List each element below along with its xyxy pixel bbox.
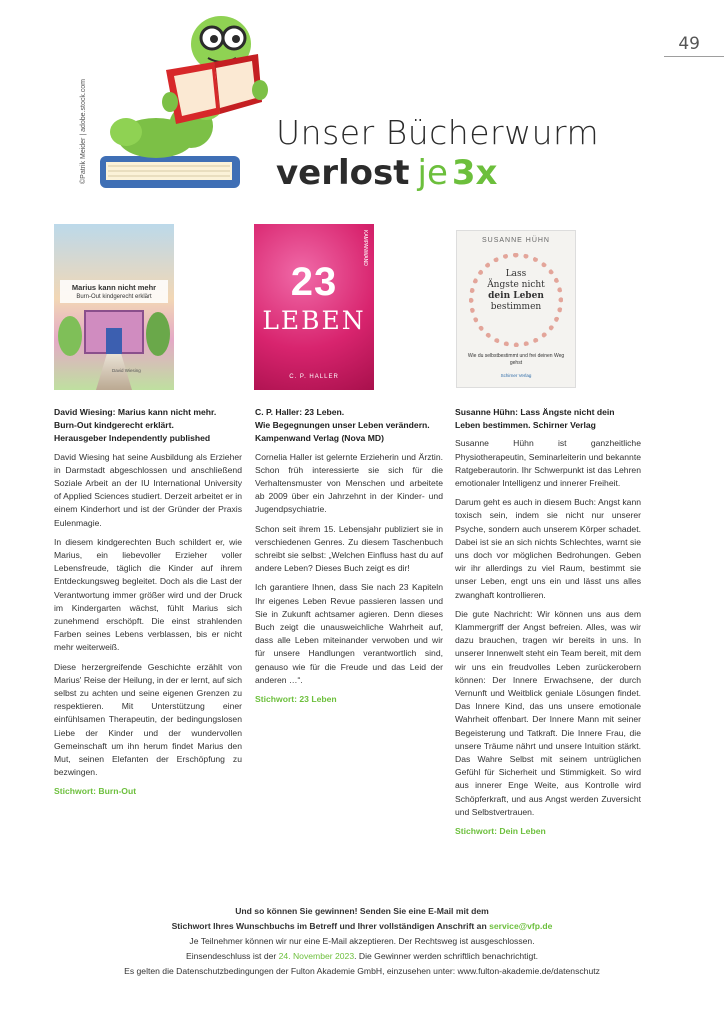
cover-tree-left <box>58 316 82 356</box>
book-heading-line: Kampenwand Verlag (Nova MD) <box>255 433 384 444</box>
cover-author: David Wiesing <box>112 368 141 373</box>
cover-title-bold: dein Leben <box>488 291 544 301</box>
book-column-3 <box>455 406 641 838</box>
book-heading-line: David Wiesing: Marius kann nicht mehr. <box>54 407 217 417</box>
bookworm-mascot-illustration <box>96 6 276 196</box>
footer-deadline-suffix: . Die Gewinner werden schriftlich benachrichtigt. <box>354 951 539 961</box>
book-heading-line: Herausgeber Independently published <box>54 433 211 444</box>
book-keyword: Stichwort: 23 Leben <box>255 694 337 705</box>
book-heading <box>455 406 641 432</box>
headline-verlost: verlost <box>276 153 410 193</box>
headline-line-1: Unser Bücherwurm <box>276 113 600 152</box>
cover-title-line-2: Ängste nicht <box>487 280 545 290</box>
book-keyword: Stichwort: Dein Leben <box>455 826 546 837</box>
cover-title-line-3 <box>473 291 559 302</box>
book-paragraph: Susanne Hühn ist ganzheitliche Physiotherapeutin, Seminarleiterin und bekannte Ratgeberautorin. Ihr Schwerpunkt ist das Lehren emotionaler Intelligenz und innerer Freiheit. <box>455 438 641 489</box>
cover-subtitle: Burn-Out kindgerecht erklärt <box>76 294 152 300</box>
book-paragraph: Die gute Nachricht: Wir können uns aus dem Klammergriff der Angst befreien. Alles, was wir dazu brauchen, tragen wir bereits in uns. In unserer Innenwelt steht ein Team bereit, mit dem wir uns ein freudvolles Leben zurückerobern können: Der Innere Erwachsene, der durch Vernunft und Weitblick geniale Lösungen findet. Das Innere Kind, das uns unsere emotionale Wahrheit offenbart. Der Innere Mann mit seiner Begeisterung und Tatkraft. Die Innere Frau, die unsere Träume nährt und unsere Intuition stärkt. Das Wahre Selbst mit seinem untrüglichen Gefühl für Sicherheit und Stimmigkeit. So wird aus innerer Enge Weite, aus Kontrolle wird Schöpferkraft, und aus Angst werden Zuversicht und Selbstvertrauen. <box>455 608 641 817</box>
book-keyword: Stichwort: Burn-Out <box>54 786 137 797</box>
page-number: 49 <box>678 34 700 54</box>
cover-title: LEBEN <box>262 306 366 335</box>
book-paragraph: Cornelia Haller ist gelernte Erzieherin und Ärztin. Schon früh interessierte sie sich für die Verhaltensmuster von Menschen und arbeitete ab 2009 über ein Jahrzehnt in der Kinder- und Jugendpsychiatrie. <box>255 451 443 515</box>
cover-title-box <box>60 280 168 303</box>
book-column-1 <box>54 406 242 799</box>
book-paragraph: David Wiesing hat seine Ausbildung als Erzieher in Darmstadt abgeschlossen und anschließend Soziale Arbeit an der IU International University of Applied Sciences studiert. Derzeit arbeitet er in einem Kinderhort und ist der Gründer der Praxis Eulenmagie. <box>54 451 242 528</box>
headline-count: 3x <box>451 153 498 193</box>
cover-title: Marius kann nicht mehr <box>71 283 157 292</box>
footer-deadline-date: 24. November 2023 <box>278 951 355 961</box>
book-paragraph: Schon seit ihrem 15. Lebensjahr publiziert sie in verschiedenen Genres. Zu diesem Taschenbuch schreibt sie selbst: „Welchen Einfluss hast du auf andere Leben? Dieses Buch zeigt es dir! <box>255 523 443 574</box>
footer-line-5: Es gelten die Datenschutzbedingungen der Fulton Akademie GmbH, einzusehen unter: www.fulton-akademie.de/datenschutz <box>124 966 600 976</box>
book-cover-23-leben <box>254 224 374 390</box>
book-paragraph: Darum geht es auch in diesem Buch: Angst kann toxisch sein, indem sie nicht nur unserer Psyche, sondern auch unserem Körper schadet. Dabei ist sie an sich nichts Schlechtes, warnt sie uns doch vor möglichen Bedrohungen. Geben wir ihr allerdings zu viel Raum, bestimmt sie unser Leben, engt uns ein und lässt uns alles zwanghaft kontrollieren. <box>455 497 641 600</box>
book-cover-marius <box>54 224 174 390</box>
footer-line-4 <box>0 949 724 964</box>
cover-author: SUSANNE HÜHN <box>481 237 550 244</box>
cover-publisher: Schirner Verlag <box>500 373 532 378</box>
cover-publisher: KAMPANWAND <box>362 230 368 266</box>
book-paragraph: In diesem kindgerechten Buch schildert er, wie Marius, ein liebevoller Erzieher voller Lebensfreude, täglich die Kinder auf ihrem Entdeckungsweg begleitet. Doch als die Last der Verantwortung immer größer wird und der Druck im Kindergarten wächst, fühlt Marius sich zunehmend erschöpft. Die einst strahlenden Farben seines Lebens verblassen, bis er nicht mehr weiterweiß. <box>54 536 242 653</box>
book-paragraph: Ich garantiere Ihnen, dass Sie nach 23 Kapiteln Ihr eigenes Leben Revue passieren lassen und Sie in Zukunft achtsamer agieren. Denn dieses Buch zeigt die unausweichliche Wahrheit auf, dass alle Leben miteinander verwoben und wir für unsere Handlungen verantwortlich sind, genauso wie für die Freude und das Leid der anderen …“. <box>255 582 443 685</box>
book-heading-line: C. P. Haller: 23 Leben. <box>255 407 345 417</box>
footer-deadline-prefix: Einsendeschluss ist der <box>185 951 277 961</box>
page-number-rule <box>664 56 724 57</box>
book-heading-line: Wie Begegnungen unser Leben verändern. <box>255 420 430 431</box>
cover-subtitle: Wie du selbstbestimmt und frei deinen Weg gehst <box>467 353 565 366</box>
photo-credit: ©Patrik Meider | adobe.stock.com <box>80 78 87 184</box>
contest-footer <box>0 904 724 979</box>
book-cover-aengste <box>456 230 576 388</box>
footer-line-1: Und so können Sie gewinnen! Senden Sie eine E-Mail mit dem <box>235 906 489 916</box>
cover-title-line-4: bestimmen <box>490 302 542 312</box>
headline <box>276 113 599 193</box>
footer-line-2-text: Stichwort Ihres Wunschbuchs im Betreff und Ihrer vollständigen Anschrift an <box>171 921 487 931</box>
footer-email-link[interactable]: service@vfp.de <box>489 921 553 931</box>
cover-number: 23 <box>290 260 338 304</box>
book-heading-line: Burn-Out kindgerecht erklärt. <box>54 420 174 431</box>
book-heading <box>255 406 443 446</box>
headline-je: je <box>417 153 448 193</box>
footer-line-2 <box>0 919 724 934</box>
headline-line-2 <box>276 153 599 193</box>
book-column-2 <box>255 406 443 706</box>
cover-title-line-1: Lass <box>505 269 527 279</box>
cover-tree-right <box>146 312 170 356</box>
book-heading-line: Susanne Hühn: Lass Ängste nicht dein <box>455 407 615 417</box>
cover-door <box>106 328 122 354</box>
footer-line-3: Je Teilnehmer können wir nur eine E-Mail akzeptieren. Der Rechtsweg ist ausgeschlossen. <box>189 936 535 946</box>
cover-title <box>473 269 559 313</box>
cover-author: C. P. HALLER <box>289 374 339 380</box>
book-heading-line: Leben bestimmen. Schirner Verlag <box>455 420 596 431</box>
book-paragraph: Diese herzergreifende Geschichte erzählt von Marius' Reise der Heilung, in der er lernt, auf sich selbst zu achten und seine eigenen Grenzen zu respektieren. Mit Unterstützung einer einfühlsamen Therapeutin, der bedingungslosen Liebe der Kinder und der wundervollen Gemeinschaft um ihn herum findet Marius den Mut, seinen Elefanten der Erschöpfung zu bezwingen. <box>54 661 242 778</box>
book-heading <box>54 406 242 446</box>
